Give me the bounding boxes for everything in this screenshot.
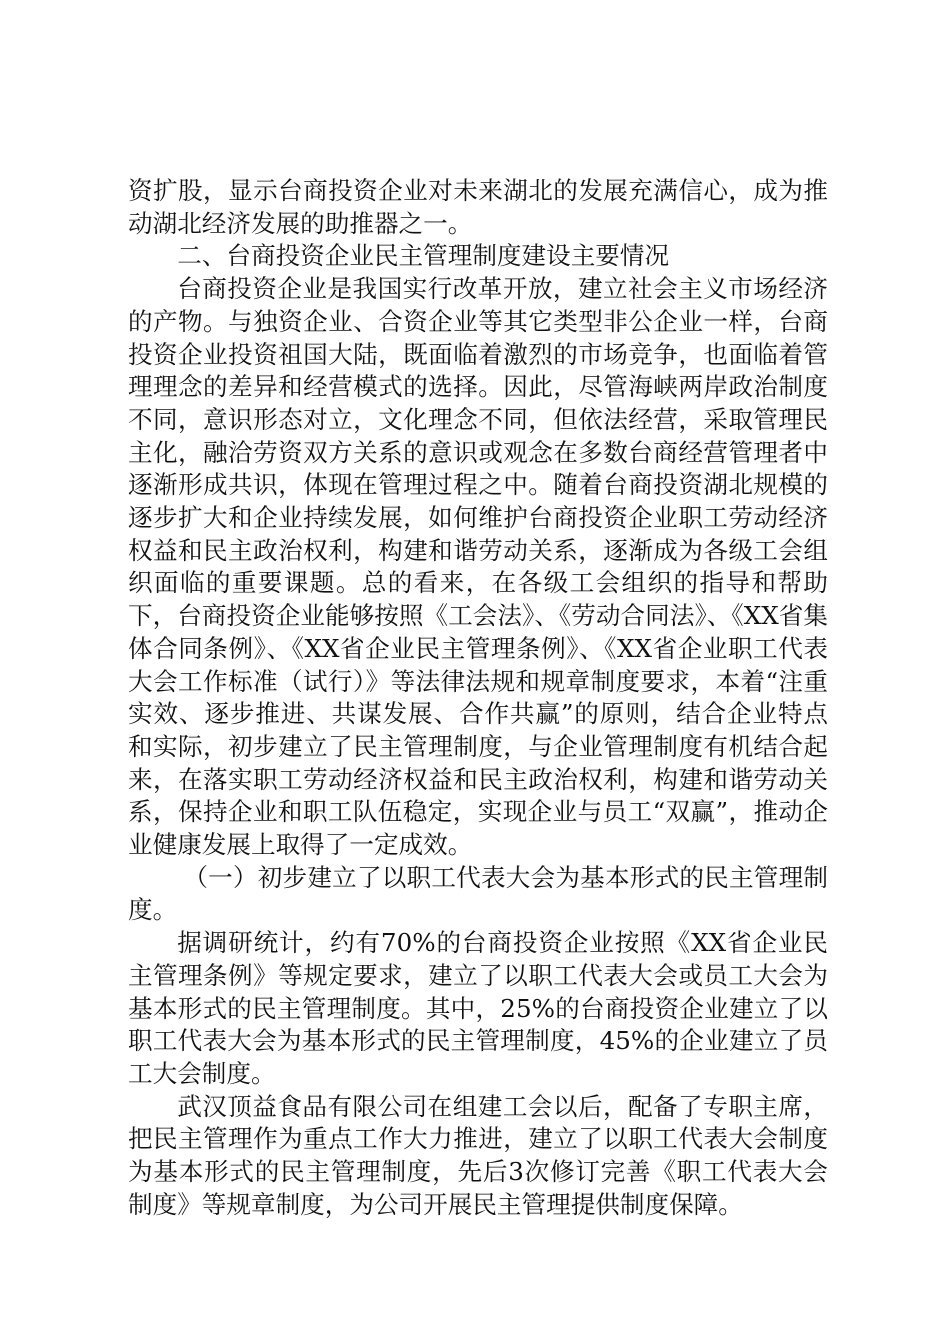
paragraph-statistics: 据调研统计，约有70%的台商投资企业按照《XX省企业民主管理条例》等规定要求，建立了以职工代表大会或员工大会为基本形式的民主管理制度。其中，25%的台商投资企业建立了以职工代表大会为基本形式的民主管理制度，45%的企业建立了员工大会制度。 (128, 928, 828, 1088)
section-heading: 二、台商投资企业民主管理制度建设主要情况 (177, 241, 670, 271)
document-page (128, 175, 828, 1222)
paragraph-continuation: 资扩股，显示台商投资企业对未来湖北的发展充满信心，成为推动湖北经济发展的助推器之一。 (128, 176, 828, 238)
paragraph-case-example: 武汉顶益食品有限公司在组建工会以后，配备了专职主席，把民主管理作为重点工作大力推进，建立了以职工代表大会制度为基本形式的民主管理制度，先后3次修订完善《职工代表大会制度》等规章制度，为公司开展民主管理提供制度保障。 (128, 1091, 828, 1219)
paragraph-overview: 台商投资企业是我国实行改革开放，建立社会主义市场经济的产物。与独资企业、合资企业等其它类型非公企业一样，台商投资企业投资祖国大陆，既面临着激烈的市场竞争，也面临着管理理念的差异和经营模式的选择。因此，尽管海峡两岸政治制度不同，意识形态对立，文化理念不同，但依法经营，采取管理民主化，融洽劳资双方关系的意识或观念在多数台商经营管理者中逐渐形成共识，体现在管理过程之中。随着台商投资湖北规模的逐步扩大和企业持续发展，如何维护台商投资企业职工劳动经济权益和民主政治权利，构建和谐劳动关系，逐渐成为各级工会组织面临的重要课题。总的看来，在各级工会组织的指导和帮助下，台商投资企业能够按照《工会法》、《劳动合同法》、《XX省集体合同条例》、《XX省企业民主管理条例》、《XX省企业职工代表大会工作标准（试行）》等法律法规和规章制度要求，本着“注重实效、逐步推进、共谋发展、合作共赢”的原则，结合企业特点和实际，初步建立了民主管理制度，与企业管理制度有机结合起来，在落实职工劳动经济权益和民主政治权利，构建和谐劳动关系，保持企业和职工队伍稳定，实现企业与员工“双赢”，推动企业健康发展上取得了一定成效。 (128, 274, 828, 860)
subsection-heading: （一）初步建立了以职工代表大会为基本形式的民主管理制度。 (128, 862, 828, 925)
